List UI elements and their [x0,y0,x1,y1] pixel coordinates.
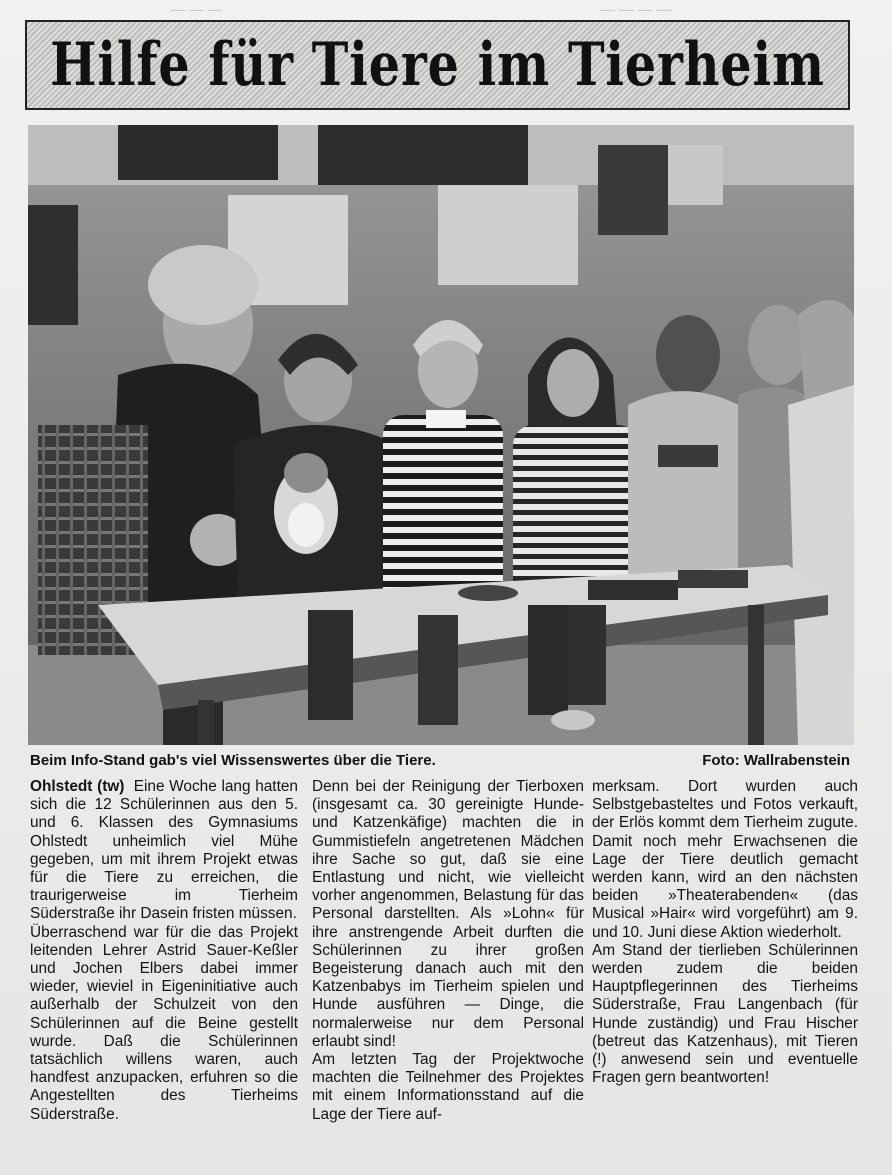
paragraph: Denn bei der Reinigung der Tierboxen (insgesamt ca. 30 gereinigte Hunde- und Katzenkäfige) machten die in Gummistiefeln angetretenen Mädchen ihre Sache so gut, daß sie eine Entlastung und nicht, wie vielleicht vorher angenommen, Belastung für das Personal darstellten. Als »Lohn« für ihre anstrengende Arbeit durften die Schülerinnen zu ihrer großen Begeisterung danach auch mit den Katzenbabys im Tierheim spielen und Hunde ausführen — Dinge, die normalerweise nur dem Personal erlaubt sind! [312,778,584,1050]
paragraph [30,778,298,924]
dateline: Ohlstedt (tw) [30,778,125,795]
article-column-2 [312,778,584,1124]
paragraph-text: Eine Woche lang hatten sich die 12 Schülerinnen aus den 5. und 6. Klassen des Gymnasiums Ohlstedt unheimlich viel Mühe gegeben, um mit ihrem Projekt etwas für die Tiere zu erreichen, die traurigerweise im Tierheim Süderstraße ihr Dasein fristen müssen. [30,778,298,923]
bleed-through-text: — — — [170,2,223,18]
paragraph: Am Stand der tierlieben Schülerinnen werden zudem die beiden Hauptpflegerinnen des Tierheims Süderstraße, Frau Langenbach (für Hunde zuständig) und Frau Hischer (betreut das Katzenhaus), mit Tieren (!) anwesend sein und eventuelle Fragen gern beantworten! [592,941,858,1087]
article-photo [28,125,854,745]
photo-credit: Foto: Wallrabenstein [702,752,850,769]
paragraph: merksam. Dort wurden auch Selbstgebasteltes und Fotos verkauft, der Erlös kommt dem Tierheim zugute. Damit noch mehr Erwachsenen die Lage der Tiere deutlich gemacht werden kann, wird an den nächsten beiden »Theaterabenden« (das Musical »Hair« wird vorgeführt) am 9. und 10. Juni diese Aktion wiederholt. [592,778,858,941]
photo-caption: Beim Info-Stand gab's viel Wissenswertes über die Tiere. [30,752,436,769]
article-column-3 [592,778,858,1087]
headline-box [25,20,850,110]
headline: Hilfe für Tiere im Tierheim [50,30,825,100]
paragraph: Überraschend war für die das Projekt leitenden Lehrer Astrid Sauer-Keßler und Jochen Elbers dabei immer wieder, wieviel in Eigeninitiative auch außerhalb der Schulzeit von den Schülerinnen auf die Beine gestellt wurde. Daß die Schülerinnen tatsächlich willens waren, auch handfest anzupacken, erfuhren so die Angestellten des Tierheims Süderstraße. [30,923,298,1123]
paragraph: Am letzten Tag der Projektwoche machten die Teilnehmer des Projektes mit einem Informationsstand auf die Lage der Tiere auf- [312,1051,584,1123]
bleed-through-text: — — — — [600,2,672,18]
article-column-1 [30,778,298,1124]
